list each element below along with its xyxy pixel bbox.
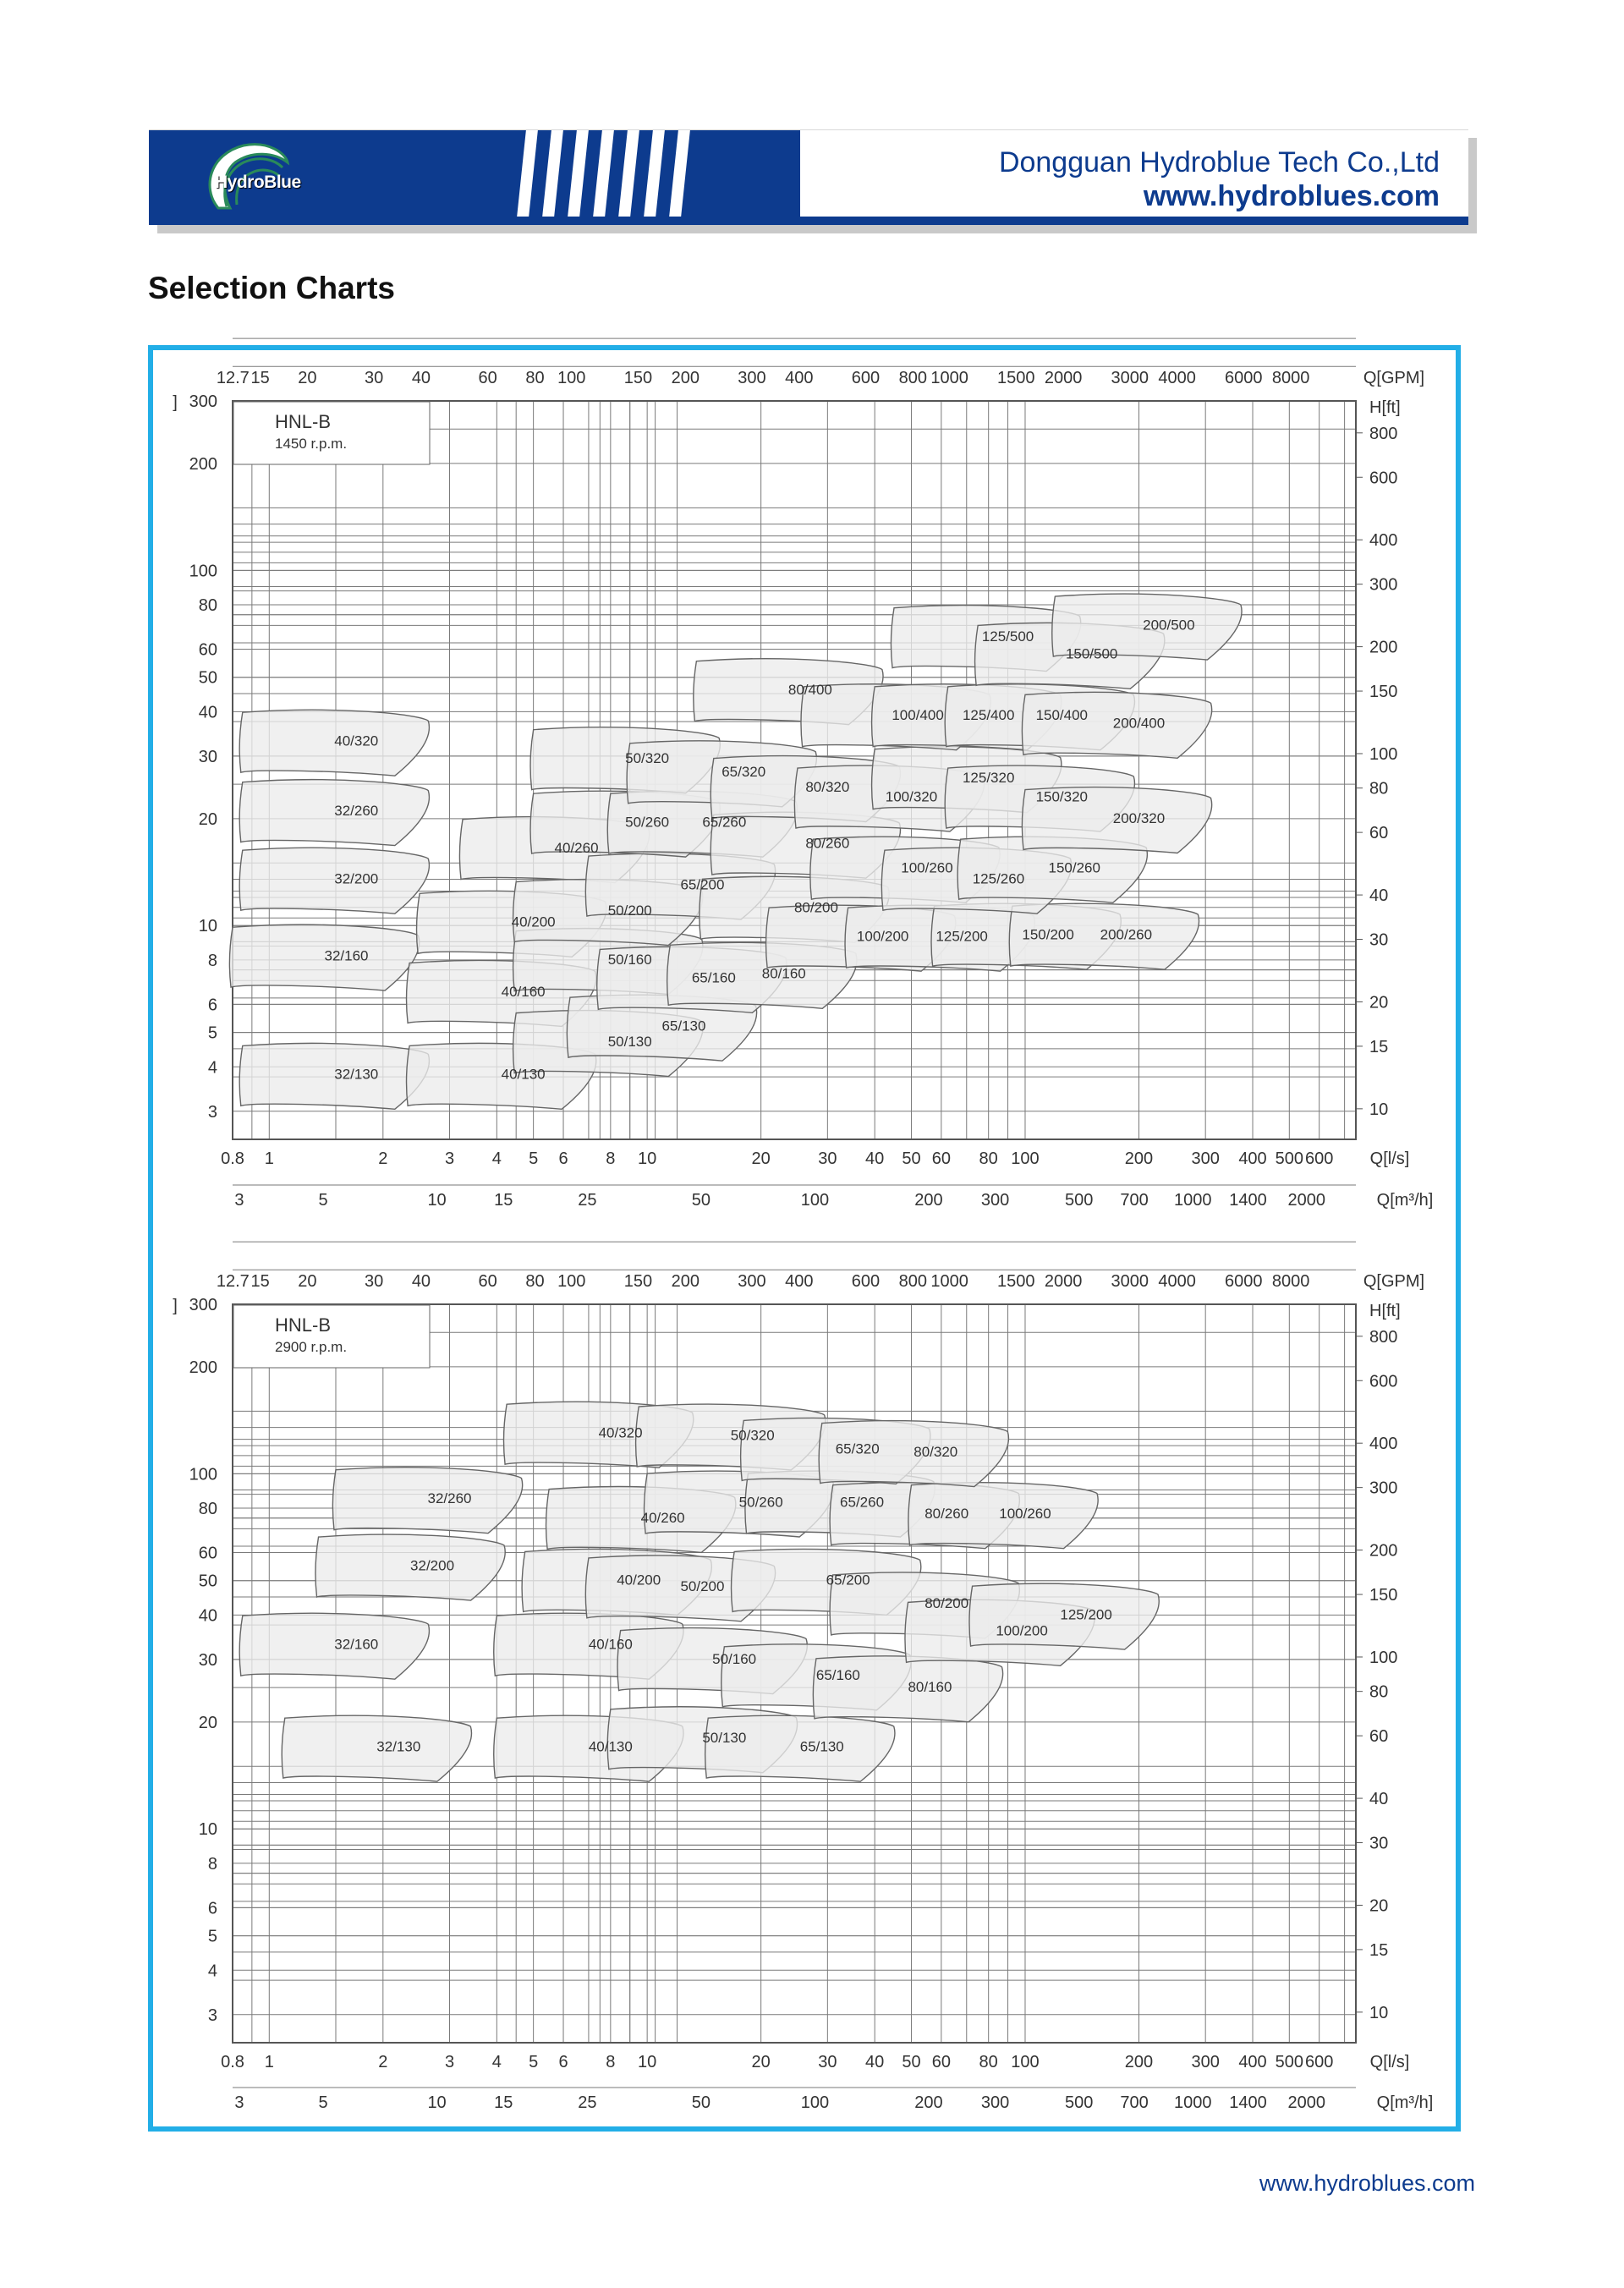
hft-tick-label: 20	[1369, 1896, 1389, 1916]
gpm-tick-label: 8000	[1271, 369, 1310, 387]
ls-tick-label: 6	[558, 2053, 568, 2071]
axis-hft	[1356, 1302, 1401, 2022]
gpm-tick-label: 150	[623, 369, 653, 387]
curve-label-200-320: 200/320	[1112, 809, 1166, 826]
curve-label-80-160: 80/160	[908, 1679, 952, 1696]
hft-tick-label: 600	[1369, 469, 1398, 488]
m3h-tick-label: 700	[1120, 2093, 1149, 2112]
ls-tick-label: 4	[491, 2053, 502, 2071]
gpm-tick-label: 200	[671, 369, 700, 387]
chart-panel-1	[173, 338, 1433, 1210]
hm-tick-label: 100	[189, 562, 217, 581]
curve-label-65-160: 65/160	[691, 969, 736, 986]
curve-label-32-260: 32/260	[334, 802, 379, 819]
ls-tick-label: 300	[1191, 2053, 1220, 2071]
ls-tick-label: 8	[606, 1149, 616, 1168]
hft-tick-label: 30	[1369, 1834, 1389, 1853]
m3h-tick-label: 50	[691, 2093, 711, 2112]
m3h-tick-label: 200	[914, 1191, 943, 1210]
hm-tick-label: 4	[207, 1962, 217, 1981]
ls-tick-label: 4	[491, 1149, 502, 1168]
ls-tick-label: 30	[818, 2053, 837, 2071]
ls-tick-label: 40	[865, 2053, 885, 2071]
m3h-tick-label: 10	[427, 2093, 447, 2112]
curve-label-200-260: 200/260	[1100, 926, 1153, 943]
m3h-tick-label: 1400	[1229, 1191, 1267, 1210]
gpm-tick-label: 20	[298, 1272, 317, 1291]
m3h-tick-label: 50	[691, 1191, 711, 1210]
curve-label-200-400: 200/400	[1112, 715, 1166, 732]
curve-label-65-130: 65/130	[661, 1018, 706, 1034]
company-name: Dongguan Hydroblue Tech Co.,Ltd	[998, 146, 1440, 178]
curve-label-65-320: 65/320	[721, 764, 766, 781]
ls-tick-label: 200	[1124, 2053, 1154, 2071]
ls-tick-label: 500	[1275, 1149, 1304, 1168]
m3h-axis-label: Q[m³/h]	[1376, 2093, 1434, 2112]
hft-tick-label: 150	[1369, 1586, 1398, 1605]
hft-tick-label: 300	[1369, 575, 1398, 595]
ls-tick-label: 50	[902, 1149, 921, 1168]
ls-tick-label: 1	[264, 2053, 274, 2071]
axis-m3h	[233, 1185, 1433, 1210]
gpm-axis-label: Q[GPM]	[1363, 369, 1425, 387]
curve-label-100-200: 100/200	[996, 1622, 1048, 1639]
footer-website: www.hydroblues.com	[1259, 2170, 1475, 2196]
gpm-tick-label: 300	[738, 1272, 766, 1291]
curve-label-80-200: 80/200	[924, 1595, 969, 1612]
gpm-tick-label: 4000	[1158, 1272, 1196, 1291]
ls-tick-label: 5	[529, 2053, 539, 2071]
chart-info-box	[233, 1305, 430, 1368]
gpm-tick-label: 80	[525, 369, 545, 387]
ls-tick-label: 60	[931, 2053, 951, 2071]
hm-tick-label: 80	[198, 1500, 217, 1519]
m3h-tick-label: 25	[578, 2093, 597, 2112]
hm-bracket: ]	[173, 1297, 178, 1315]
curve-label-65-130: 65/130	[799, 1738, 844, 1755]
ls-tick-label: 100	[1011, 2053, 1040, 2071]
chart-title: HNL-B	[275, 1314, 332, 1336]
ls-tick-label: 10	[638, 2053, 657, 2071]
ls-tick-label: 400	[1238, 2053, 1267, 2071]
gpm-tick-label: 30	[364, 369, 384, 387]
hft-tick-label: 30	[1369, 930, 1389, 950]
ls-tick-label: 5	[529, 1149, 539, 1168]
hm-tick-label: 4	[207, 1058, 217, 1078]
gpm-tick-label: 300	[738, 369, 766, 387]
m3h-tick-label: 500	[1065, 1191, 1094, 1210]
curve-label-80-260: 80/260	[924, 1505, 969, 1522]
m3h-tick-label: 200	[914, 2093, 943, 2112]
ls-tick-label: 6	[558, 1149, 568, 1168]
gpm-tick-label: 80	[525, 1272, 545, 1291]
gpm-tick-label: 400	[785, 369, 814, 387]
curve-label-50-320: 50/320	[625, 749, 670, 766]
chart-panel-2	[173, 1242, 1433, 2112]
curve-label-32-130: 32/130	[334, 1066, 379, 1083]
gpm-tick-label: 400	[785, 1272, 814, 1291]
hm-tick-label: 6	[207, 1899, 217, 1918]
curve-label-100-260: 100/260	[901, 859, 953, 876]
hft-tick-label: 400	[1369, 531, 1398, 551]
ls-tick-label: 200	[1124, 1149, 1154, 1168]
hm-tick-label: 40	[198, 1606, 217, 1626]
axis-hft	[1356, 398, 1401, 1119]
ls-tick-label: 2	[378, 1149, 388, 1168]
ls-tick-label: 3	[444, 2053, 455, 2071]
axis-ls	[221, 2053, 1409, 2071]
hft-tick-label: 80	[1369, 1682, 1389, 1702]
hm-tick-label: 5	[207, 1927, 217, 1946]
curve-label-50-200: 50/200	[607, 902, 652, 919]
hm-tick-label: 5	[207, 1023, 217, 1043]
gpm-tick-label: 150	[623, 1272, 653, 1291]
curve-label-125-320: 125/320	[962, 769, 1015, 786]
hft-tick-label: 800	[1369, 424, 1398, 443]
curve-label-65-320: 65/320	[835, 1440, 880, 1457]
gpm-tick-label: 12.7	[216, 1272, 250, 1291]
curve-label-40-160: 40/160	[501, 983, 546, 1000]
curve-label-100-400: 100/400	[892, 707, 944, 724]
hm-tick-label: 300	[189, 392, 217, 411]
curve-label-50-260: 50/260	[738, 1494, 783, 1511]
curve-label-125-260: 125/260	[972, 870, 1025, 887]
curve-label-40-200: 40/200	[617, 1572, 661, 1588]
m3h-tick-label: 3	[234, 1191, 244, 1210]
curve-label-32-260: 32/260	[427, 1490, 472, 1506]
hft-tick-label: 100	[1369, 744, 1398, 764]
m3h-tick-label: 1000	[1173, 1191, 1212, 1210]
gpm-tick-label: 3000	[1111, 369, 1149, 387]
ls-tick-label: 40	[865, 1149, 885, 1168]
ls-tick-label: 50	[902, 2053, 921, 2071]
hft-tick-label: 40	[1369, 1790, 1389, 1809]
hft-tick-label: 400	[1369, 1435, 1398, 1454]
ls-tick-label: 80	[979, 2053, 998, 2071]
ls-tick-label: 3	[444, 1149, 455, 1168]
m3h-tick-label: 100	[800, 2093, 830, 2112]
hft-tick-label: 200	[1369, 638, 1398, 657]
gpm-tick-label: 8000	[1271, 1272, 1310, 1291]
ls-tick-label: 20	[751, 1149, 771, 1168]
ls-tick-label: 0.8	[221, 2053, 244, 2071]
m3h-tick-label: 15	[494, 1191, 513, 1210]
curve-label-40-260: 40/260	[554, 839, 599, 856]
hft-tick-label: 10	[1369, 2003, 1389, 2022]
ls-tick-label: 400	[1238, 1149, 1267, 1168]
gpm-tick-label: 1500	[997, 1272, 1035, 1291]
curve-label-150-200: 150/200	[1022, 926, 1074, 943]
m3h-tick-label: 2000	[1287, 1191, 1326, 1210]
curve-label-80-160: 80/160	[761, 965, 806, 982]
gpm-tick-label: 12.7	[216, 369, 250, 387]
hm-tick-label: 10	[198, 917, 217, 936]
ls-tick-label: 30	[818, 1149, 837, 1168]
curve-label-65-260: 65/260	[840, 1494, 885, 1511]
hft-tick-label: 60	[1369, 824, 1389, 843]
m3h-tick-label: 10	[427, 1191, 447, 1210]
axis-hm	[173, 1296, 217, 2025]
curve-label-150-260: 150/260	[1048, 859, 1100, 876]
curve-label-50-130: 50/130	[607, 1033, 652, 1050]
gpm-axis-label: Q[GPM]	[1363, 1272, 1425, 1291]
pump-regions	[229, 594, 1242, 1109]
hft-axis-label: H[ft]	[1369, 398, 1401, 417]
ls-tick-label: 80	[979, 1149, 998, 1168]
m3h-tick-label: 2000	[1287, 2093, 1326, 2112]
gpm-tick-label: 2000	[1044, 1272, 1083, 1291]
hft-tick-label: 100	[1369, 1648, 1398, 1667]
curve-label-100-200: 100/200	[856, 928, 909, 945]
curve-label-65-160: 65/160	[815, 1667, 860, 1684]
hft-tick-label: 800	[1369, 1327, 1398, 1347]
gpm-tick-label: 600	[851, 369, 881, 387]
ls-tick-label: 600	[1305, 1149, 1334, 1168]
hft-tick-label: 150	[1369, 683, 1398, 702]
gpm-tick-label: 100	[557, 1272, 586, 1291]
hm-tick-label: 80	[198, 596, 217, 616]
curve-label-32-130: 32/130	[376, 1738, 421, 1755]
ls-tick-label: 10	[638, 1149, 657, 1168]
curve-label-32-160: 32/160	[334, 1636, 379, 1653]
logo-wordmark: HydroBlue	[215, 173, 301, 192]
m3h-tick-label: 500	[1065, 2093, 1094, 2112]
curve-label-50-160: 50/160	[712, 1650, 757, 1667]
axis-m3h	[233, 2088, 1433, 2112]
m3h-tick-label: 100	[800, 1191, 830, 1210]
curve-label-80-260: 80/260	[805, 835, 850, 852]
curve-label-50-160: 50/160	[607, 951, 652, 968]
hm-tick-label: 8	[207, 951, 217, 970]
hm-tick-label: 20	[198, 1713, 217, 1732]
hm-tick-label: 100	[189, 1465, 217, 1484]
hm-bracket: ]	[173, 393, 178, 412]
hm-tick-label: 3	[207, 1102, 217, 1122]
chart-title: HNL-B	[275, 411, 332, 432]
pump-regions	[239, 1402, 1159, 1781]
m3h-tick-label: 3	[234, 2093, 244, 2112]
gpm-tick-label: 60	[478, 1272, 497, 1291]
curve-label-80-320: 80/320	[805, 778, 850, 795]
axis-hm	[173, 392, 217, 1122]
curve-label-40-200: 40/200	[511, 914, 556, 930]
m3h-tick-label: 5	[318, 2093, 328, 2112]
hm-tick-label: 300	[189, 1296, 217, 1314]
hm-tick-label: 10	[198, 1820, 217, 1840]
ls-tick-label: 2	[378, 2053, 388, 2071]
curve-label-50-130: 50/130	[702, 1730, 747, 1747]
m3h-tick-label: 15	[494, 2093, 513, 2112]
hft-axis-label: H[ft]	[1369, 1302, 1401, 1320]
hft-tick-label: 40	[1369, 886, 1389, 906]
gpm-tick-label: 20	[298, 369, 317, 387]
gpm-tick-label: 2000	[1044, 369, 1083, 387]
ls-tick-label: 100	[1011, 1149, 1040, 1168]
gpm-tick-label: 200	[671, 1272, 700, 1291]
hft-tick-label: 600	[1369, 1372, 1398, 1391]
hft-tick-label: 10	[1369, 1100, 1389, 1119]
curve-label-32-200: 32/200	[334, 870, 379, 887]
curve-label-40-130: 40/130	[501, 1066, 546, 1083]
m3h-tick-label: 25	[578, 1191, 597, 1210]
curve-label-65-200: 65/200	[680, 876, 725, 893]
curve-label-40-320: 40/320	[598, 1424, 643, 1441]
ls-tick-label: 300	[1191, 1149, 1220, 1168]
gpm-tick-label: 1000	[930, 1272, 968, 1291]
curve-label-100-320: 100/320	[885, 788, 938, 805]
ls-tick-label: 8	[606, 2053, 616, 2071]
curve-label-150-320: 150/320	[1035, 788, 1089, 805]
curve-label-40-320: 40/320	[334, 732, 379, 749]
ls-tick-label: 60	[931, 1149, 951, 1168]
ls-axis-label: Q[l/s]	[1369, 2053, 1410, 2071]
gpm-tick-label: 40	[411, 369, 431, 387]
m3h-axis-label: Q[m³/h]	[1376, 1191, 1434, 1210]
axis-ls	[221, 1149, 1409, 1168]
axis-gpm	[217, 1272, 1424, 1291]
hm-tick-label: 30	[198, 747, 217, 766]
gpm-tick-label: 1000	[930, 369, 968, 387]
info-box-bg	[233, 402, 430, 464]
company-website: www.hydroblues.com	[1143, 180, 1440, 212]
m3h-tick-label: 700	[1120, 1191, 1149, 1210]
curve-label-125-200: 125/200	[935, 928, 988, 945]
curve-label-32-160: 32/160	[324, 947, 369, 964]
hm-tick-label: 60	[198, 1544, 217, 1563]
chart-subtitle: 2900 r.p.m.	[275, 1339, 348, 1355]
hft-tick-label: 15	[1369, 1037, 1389, 1056]
m3h-tick-label: 300	[980, 1191, 1010, 1210]
hft-tick-label: 60	[1369, 1727, 1389, 1747]
curve-label-65-200: 65/200	[826, 1572, 870, 1588]
hm-tick-label: 20	[198, 809, 217, 829]
m3h-tick-label: 1000	[1173, 2093, 1212, 2112]
curve-label-40-130: 40/130	[588, 1738, 633, 1755]
curve-label-125-400: 125/400	[962, 707, 1015, 724]
gpm-tick-label: 1500	[997, 369, 1035, 387]
curve-label-80-320: 80/320	[914, 1443, 958, 1460]
page-title: Selection Charts	[148, 271, 395, 305]
hft-tick-label: 15	[1369, 1940, 1389, 1960]
ls-tick-label: 20	[751, 2053, 771, 2071]
ls-tick-label: 0.8	[221, 1149, 244, 1168]
hm-tick-label: 30	[198, 1650, 217, 1670]
gpm-tick-label: 60	[478, 369, 497, 387]
ls-tick-label: 500	[1275, 2053, 1304, 2071]
hm-tick-label: 50	[198, 1572, 217, 1591]
hft-tick-label: 300	[1369, 1479, 1398, 1498]
curve-label-125-500: 125/500	[981, 628, 1034, 645]
chart-info-box	[233, 402, 430, 464]
curve-label-50-200: 50/200	[680, 1578, 725, 1595]
curve-label-50-320: 50/320	[730, 1427, 775, 1444]
gpm-tick-label: 100	[557, 369, 586, 387]
hm-tick-label: 60	[198, 640, 217, 660]
hft-tick-label: 20	[1369, 993, 1389, 1012]
curve-label-100-260: 100/260	[999, 1505, 1051, 1522]
gpm-tick-label: 15	[250, 369, 270, 387]
gpm-tick-label: 3000	[1111, 1272, 1149, 1291]
hm-tick-label: 6	[207, 996, 217, 1015]
gpm-tick-label: 4000	[1158, 369, 1196, 387]
curve-label-150-400: 150/400	[1035, 707, 1089, 724]
hft-tick-label: 200	[1369, 1541, 1398, 1561]
curve-label-125-200: 125/200	[1060, 1606, 1112, 1623]
m3h-tick-label: 1400	[1229, 2093, 1267, 2112]
gpm-tick-label: 6000	[1225, 1272, 1263, 1291]
hm-tick-label: 200	[189, 1358, 217, 1377]
chart-subtitle: 1450 r.p.m.	[275, 436, 348, 452]
info-box-bg	[233, 1305, 430, 1368]
gpm-tick-label: 30	[364, 1272, 384, 1291]
gpm-tick-label: 6000	[1225, 369, 1263, 387]
hm-tick-label: 200	[189, 454, 217, 474]
curve-label-50-260: 50/260	[625, 814, 670, 831]
curve-label-40-260: 40/260	[640, 1509, 685, 1526]
curve-label-80-400: 80/400	[787, 681, 832, 698]
curve-label-200-500: 200/500	[1143, 617, 1195, 634]
curve-label-40-160: 40/160	[588, 1636, 633, 1653]
hm-tick-label: 3	[207, 2005, 217, 2025]
ls-tick-label: 1	[264, 1149, 274, 1168]
axis-gpm	[217, 369, 1424, 387]
hm-tick-label: 50	[198, 668, 217, 688]
gpm-tick-label: 600	[851, 1272, 881, 1291]
curve-label-32-200: 32/200	[410, 1557, 455, 1574]
m3h-tick-label: 300	[980, 2093, 1010, 2112]
curve-label-150-500: 150/500	[1065, 645, 1118, 662]
gpm-tick-label: 800	[898, 1272, 927, 1291]
m3h-tick-label: 5	[318, 1191, 328, 1210]
gpm-tick-label: 40	[411, 1272, 431, 1291]
gpm-tick-label: 15	[250, 1272, 270, 1291]
hft-tick-label: 80	[1369, 779, 1389, 798]
gpm-tick-label: 800	[898, 369, 927, 387]
ls-axis-label: Q[l/s]	[1369, 1149, 1410, 1168]
hm-tick-label: 40	[198, 703, 217, 722]
ls-tick-label: 600	[1305, 2053, 1334, 2071]
hm-tick-label: 8	[207, 1854, 217, 1874]
curve-label-80-200: 80/200	[793, 899, 838, 916]
curve-label-65-260: 65/260	[702, 814, 747, 831]
